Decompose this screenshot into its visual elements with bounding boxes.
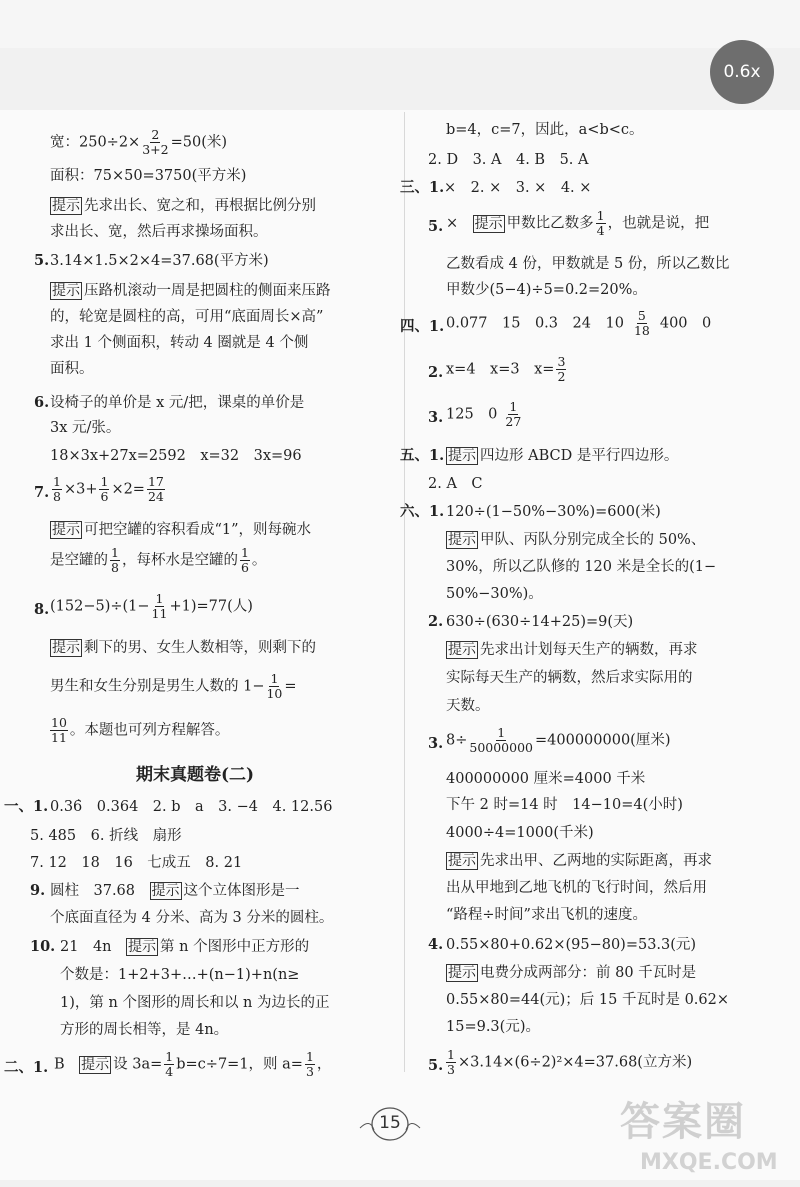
answer-line: 30%，所以乙队修的 120 米是全长的(1− xyxy=(446,559,717,575)
hint-tag: 提示 xyxy=(448,532,476,548)
hint-tag: 提示 xyxy=(81,1056,110,1073)
section-head: 五、1. xyxy=(400,447,445,464)
answer-line: 宽：250÷2× $\frac{2}{3+2}$ =50(米) xyxy=(50,127,228,157)
answer-line: 方形的周长相等，是 4n。 xyxy=(60,1022,229,1038)
answer-line: 7. 12 18 16 七成五 8. 21 xyxy=(30,855,243,871)
question-number: 2. xyxy=(428,613,444,630)
top-bar xyxy=(0,0,800,48)
answer-line: $\frac{1}{3}$ ×3.14×(6÷2)²×4=37.68(立方米) xyxy=(447,1047,693,1077)
answer-line: “路程÷时间”求出飞机的速度。 xyxy=(446,907,647,923)
hint-tag: 提示 xyxy=(52,283,80,299)
answer-line: b=4，c=7，因此，a<b<c。 xyxy=(446,122,644,138)
zoom-level-badge[interactable]: 0.6x xyxy=(710,40,774,104)
question-number: 10. xyxy=(30,938,56,955)
section-head: 二、1. xyxy=(4,1059,49,1076)
answer-line: 50%−30%)。 xyxy=(446,586,543,602)
hint-tag: 提示 xyxy=(448,448,476,464)
answer-line: $\frac{1}{8}$ ×3+ $\frac{1}{6}$ ×2= $\frac{17}{24}$ xyxy=(53,474,164,504)
question-number: 5. xyxy=(428,1057,444,1074)
answer-line: x=4 x=3 x= $\frac{3}{2}$ xyxy=(446,354,566,384)
hint-line: 提示 先求出计划每天生产的辆数，再求 xyxy=(448,642,698,658)
answer-line: 0.36̇ 0.364 2. b a 3. −4 4. 12.56 xyxy=(50,799,333,815)
hint-line: 提示 压路机滚动一周是把圆柱的侧面来压路 xyxy=(52,283,331,299)
answer-line: 0.55×80+0.62×(95−80)=53.3(元) xyxy=(446,937,697,953)
hint-tag: 提示 xyxy=(448,853,476,869)
fraction: $\frac{2}{3+2}$ xyxy=(142,127,169,157)
answer-line: 的，轮宽是圆柱的高，可用“底面周长×高” xyxy=(50,309,324,325)
answer-line: 3.14×1.5×2×4=37.68(平方米) xyxy=(50,253,269,269)
answer-line: 是空罐的 $\frac{1}{8}$ ，每杯水是空罐的 $\frac{1}{6}$ 。 xyxy=(50,545,267,575)
answer-line: 125 0 $\frac{1}{27}$ xyxy=(446,399,522,429)
answer-line: 4000÷4=1000(千米) xyxy=(446,825,594,841)
answer-line: 男生和女生分别是男生人数的 1− $\frac{1}{10}$ = xyxy=(50,671,297,701)
answer-line: × 2. × 3. × 4. × xyxy=(444,180,592,196)
answer-line: 400000000 厘米=4000 千米 xyxy=(446,771,646,787)
hint-tag: 提示 xyxy=(52,640,80,656)
hint-tag: 提示 xyxy=(448,965,476,981)
hint-tag: 提示 xyxy=(448,642,476,658)
question-number: 9. xyxy=(30,882,46,899)
hint-tag: 提示 xyxy=(151,883,180,899)
question-number: 8. xyxy=(34,601,50,618)
answer-line: 面积。 xyxy=(50,361,94,377)
answer-line: (152−5)÷(1− $\frac{1}{11}$ +1)=77(人) xyxy=(50,591,253,621)
column-divider xyxy=(404,112,405,1072)
answer-line: 0.55×80=44(元)；后 15 千瓦时是 0.62× xyxy=(446,992,730,1008)
answer-line: 个底面直径为 4 分米、高为 3 分米的圆柱。 xyxy=(50,910,334,926)
hint-line: 提示 剩下的男、女生人数相等，则剩下的 xyxy=(52,640,316,656)
section-head: 一、1. xyxy=(4,798,49,815)
hint-tag: 提示 xyxy=(474,215,503,232)
answer-line: 甲数少(5−4)÷5=0.2=20%。 xyxy=(446,282,647,298)
answer-line: 求出 1 个侧面积，转动 4 圈就是 4 个侧 xyxy=(50,335,309,351)
section-head: 四、1. xyxy=(400,318,445,335)
answer-line: 出从甲地到乙地飞机的飞行时间，然后用 xyxy=(446,880,707,896)
answer-line: 面积：75×50=3750(平方米) xyxy=(50,168,247,184)
answer-line: 8÷ $\frac{1}{50000000}$ =400000000(厘米) xyxy=(446,725,671,755)
answer-line: 3x 元/张。 xyxy=(50,420,121,436)
hint-line: 提示 甲队、丙队分别完成全长的 50%、 xyxy=(448,532,706,548)
page-number: 15 xyxy=(379,1113,401,1133)
answer-line: 实际每天生产的辆数，然后求实际用的 xyxy=(446,670,693,686)
question-number: 2. xyxy=(428,364,444,381)
watermark-logo: 答案圈 xyxy=(620,1099,746,1145)
question-number: 5. xyxy=(34,252,50,269)
answer-line: 1)，第 n 个图形的周长和以 n 为边长的正 xyxy=(60,995,330,1011)
hint-tag: 提示 xyxy=(52,198,80,214)
watermark-url: MXQE.COM xyxy=(640,1150,778,1175)
hint-tag: 提示 xyxy=(128,939,157,955)
question-number: 7. xyxy=(34,484,50,501)
answer-line: 乙数看成 4 份，甲数就是 5 份，所以乙数比 xyxy=(446,256,730,272)
answer-line: B 提示 设 3a= $\frac{1}{4}$ b=c÷7=1，则 a= $\frac{1}{3}$ ， xyxy=(54,1049,332,1079)
answer-line: 21 4n 提示 第 n 个图形中正方形的 xyxy=(60,939,310,955)
answer-line: 15=9.3(元)。 xyxy=(446,1019,540,1035)
section-head: 三、1. xyxy=(400,179,445,196)
section-title: 期末真题卷(二) xyxy=(136,765,255,785)
question-number: 5. xyxy=(428,218,444,235)
answer-line: 2. D 3. A 4. B 5. A xyxy=(428,152,589,168)
question-number: 3. xyxy=(428,735,444,752)
answer-line: 个数是：1+2+3+…+(n−1)+n(n≥ xyxy=(60,967,300,983)
hint-line: 提示 先求出长、宽之和，再根据比例分别 xyxy=(52,198,316,214)
answer-line: × 提示 甲数比乙数多 $\frac{1}{4}$ ，也就是说，把 xyxy=(446,208,710,238)
question-number: 3. xyxy=(428,409,444,426)
answer-line: 630÷(630÷14+25)=9(天) xyxy=(446,614,634,630)
section-head: 六、1. xyxy=(400,503,445,520)
answer-line: 120÷(1−50%−30%)=600(米) xyxy=(446,504,661,520)
answer-line: 2. A C xyxy=(428,476,483,492)
hint-line: 提示 先求出甲、乙两地的实际距离，再求 xyxy=(448,853,712,869)
answer-line: 5. 485 6. 折线 扇形 xyxy=(30,828,182,844)
answer-line: 18×3x+27x=2592 x=32 3x=96 xyxy=(50,448,302,464)
question-number: 6. xyxy=(34,394,50,411)
hint-tag: 提示 xyxy=(52,522,80,538)
hint-line: 提示 四边形 ABCD 是平行四边形。 xyxy=(448,448,679,464)
answer-line: $\frac{10}{11}$ 。本题也可列方程解答。 xyxy=(51,715,230,745)
answer-line: 设椅子的单价是 x 元/把，课桌的单价是 xyxy=(50,395,305,411)
hint-line: 提示 电费分成两部分：前 80 千瓦时是 xyxy=(448,965,697,981)
answer-line: 下午 2 时=14 时 14−10=4(小时) xyxy=(446,797,683,813)
answer-line: 求出长、宽，然后再求操场面积。 xyxy=(50,224,268,240)
answer-line: 0.077 15 0.3 24 10 $\frac{5}{18}$ 400 0 xyxy=(446,308,712,338)
question-number: 4. xyxy=(428,936,444,953)
hint-line: 提示 可把空罐的容积看成“1”，则每碗水 xyxy=(52,522,312,538)
answer-line: 天数。 xyxy=(446,698,490,714)
answer-line: 圆柱 37.68 提示 这个立体图形是一 xyxy=(50,883,300,899)
